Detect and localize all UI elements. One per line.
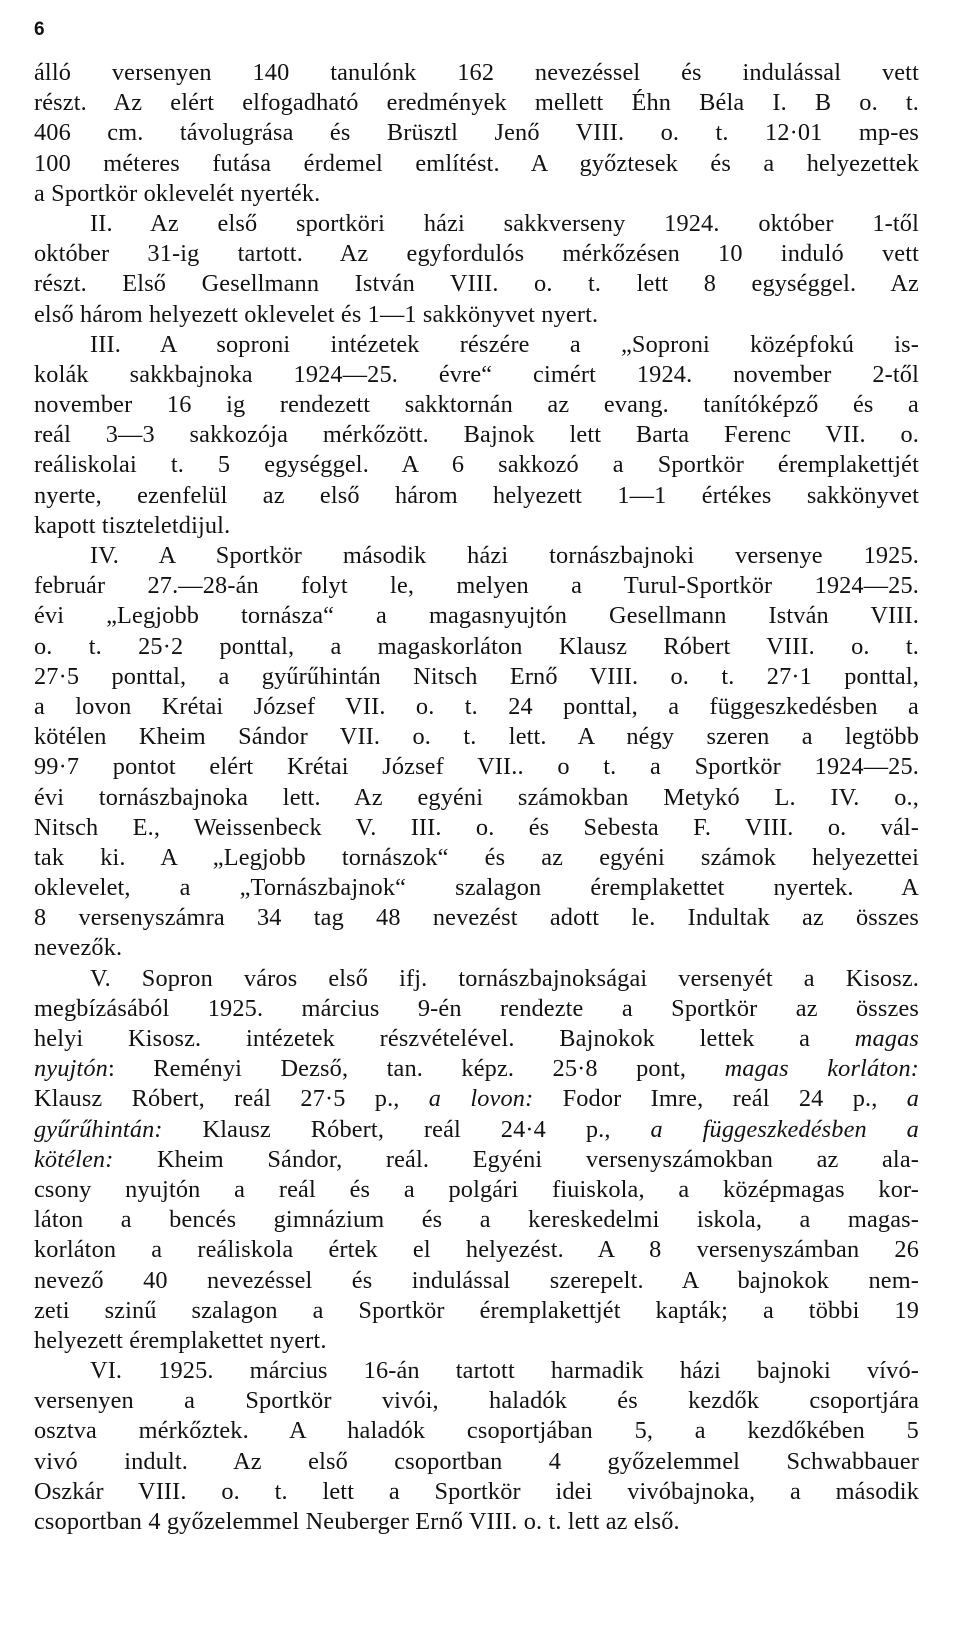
text-run: zeti szinű szalagon a Sportkör éremplakettjét kapták; a többi 19 xyxy=(34,1296,919,1324)
text-line: 99·7 pontot elért Krétai József VII.. o t. a Sportkör 1924—25. xyxy=(34,753,919,781)
text-line xyxy=(34,1054,919,1084)
text-line: a lovon Krétai József VII. o. t. 24 ponttal, a függeszkedésben a xyxy=(34,692,919,720)
italic-run: magas korláton: xyxy=(724,1055,919,1083)
text-run: Klausz Róbert, reál 27·5 p., xyxy=(34,1085,429,1113)
text-run: láton a bencés gimnázium és a kereskedelmi iskola, a magas- xyxy=(34,1206,919,1234)
text-line: IV. A Sportkör második házi tornászbajnoki versenye 1925. xyxy=(90,542,919,569)
text-run: : Reményi Dezső, tan. képz. 25·8 pont, xyxy=(107,1055,725,1083)
text-line xyxy=(34,1205,919,1235)
page-number: 6 xyxy=(34,19,45,40)
text-run: V. Sopron város első ifj. tornászbajnokságai versenyét a Kisosz. xyxy=(90,964,919,992)
paragraph-intro xyxy=(34,58,919,209)
text-line: nevezők. xyxy=(34,934,123,962)
text-line: Nitsch E., Weissenbeck V. III. o. és Sebesta F. VIII. o. vál- xyxy=(34,813,919,841)
text-line: reál 3—3 sakkozója mérkőzött. Bajnok lett Barta Ferenc VII. o. xyxy=(34,421,919,449)
text-line: első három helyezett oklevelet és 1—1 sakkönyvet nyert. xyxy=(34,300,599,328)
text-line: o. t. 25·2 ponttal, a magaskorláton Klausz Róbert VIII. o. t. xyxy=(34,632,919,660)
text-line: csoportban 4 győzelemmel Neuberger Ernő VIII. o. t. lett az első. xyxy=(34,1508,680,1535)
paragraph-section-2 xyxy=(34,209,919,330)
text-line xyxy=(34,1296,919,1326)
text-line: kolák sakkbajnoka 1924—25. évre“ cimért 1924. november 2-től xyxy=(34,360,919,388)
body-text xyxy=(34,58,919,1537)
text-line xyxy=(34,1145,919,1175)
text-run: Fodor Imre, reál 24 p., xyxy=(533,1085,907,1113)
text-line xyxy=(34,1235,919,1265)
italic-run: a függeszkedésben a xyxy=(650,1115,919,1143)
text-run: Klausz Róbert, reál 24·4 p., xyxy=(162,1115,651,1143)
text-run: helyezett éremplakettet nyert. xyxy=(34,1326,327,1354)
italic-run: a xyxy=(906,1085,920,1113)
paragraph-section-5 xyxy=(34,964,919,1356)
text-line: a Sportkör oklevelét nyerték. xyxy=(34,179,321,207)
text-run: csony nyujtón a reál és a polgári fiuiskola, a középmagas kor- xyxy=(34,1175,919,1203)
text-line: nyerte, ezenfelül az első három helyezett 1—1 értékes sakkönyvet xyxy=(34,481,919,509)
text-line: vivó indult. Az első csoportban 4 győzelemmel Schwabbauer xyxy=(34,1447,919,1475)
italic-run: magas xyxy=(854,1025,919,1052)
text-line: Oszkár VIII. o. t. lett a Sportkör idei vivóbajnoka, a második xyxy=(34,1477,919,1505)
text-line: évi „Legjobb tornásza“ a magasnyujtón Gesellmann István VIII. xyxy=(34,602,919,630)
text-line xyxy=(34,1326,919,1356)
text-line xyxy=(34,1266,919,1296)
text-line: részt. Az elért elfogadható eredmények mellett Éhn Béla I. B o. t. xyxy=(34,89,919,117)
text-line: évi tornászbajnoka lett. Az egyéni számokban Metykó L. IV. o., xyxy=(34,783,919,811)
italic-run: nyujtón xyxy=(34,1055,108,1083)
text-line: kapott tiszteletdijul. xyxy=(34,511,231,539)
text-line: VI. 1925. március 16-án tartott harmadik házi bajnoki vívó- xyxy=(90,1357,919,1385)
text-line xyxy=(34,1175,919,1205)
text-line: tak ki. A „Legjobb tornászok“ és az egyéni számok helyezettei xyxy=(34,843,919,871)
paragraph-section-6 xyxy=(34,1356,919,1537)
text-line: november 16 ig rendezett sakktornán az evang. tanítóképző és a xyxy=(34,391,919,419)
text-line: 100 méteres futása érdemel említést. A győztesek és a helyezettek xyxy=(34,149,919,177)
text-run: Kheim Sándor, reál. Egyéni versenyszámokban az ala- xyxy=(113,1145,919,1173)
italic-run: kötélen: xyxy=(34,1145,114,1173)
text-line: 27·5 ponttal, a gyűrűhintán Nitsch Ernő VIII. o. t. 27·1 ponttal, xyxy=(34,662,919,690)
text-line xyxy=(34,964,919,994)
text-run: megbízásából 1925. március 9-én rendezte a Sportkör az összes xyxy=(34,994,919,1022)
text-run: korláton a reáliskola értek el helyezést. A 8 versenyszámban 26 xyxy=(34,1236,919,1264)
text-line: III. A soproni intézetek részére a „Soproni középfokú is- xyxy=(90,330,919,358)
text-line: részt. Első Gesellmann István VIII. o. t. lett 8 egységgel. Az xyxy=(34,270,919,298)
text-line: 406 cm. távolugrása és Brüsztl Jenő VIII. o. t. 12·01 mp-es xyxy=(34,119,919,147)
text-line: osztva mérkőztek. A haladók csoportjában 5, a kezdőkében 5 xyxy=(34,1417,919,1445)
italic-run: gyűrűhintán: xyxy=(34,1115,163,1143)
text-run: nevező 40 nevezéssel és indulással szerepelt. A bajnokok nem- xyxy=(34,1266,919,1294)
text-line: reáliskolai t. 5 egységgel. A 6 sakkozó a Sportkör éremplakettjét xyxy=(34,451,919,479)
text-line: oklevelet, a „Tornászbajnok“ szalagon éremplakettet nyertek. A xyxy=(34,874,919,902)
text-line xyxy=(34,1115,919,1145)
text-line xyxy=(34,994,919,1024)
text-line: kötélen Kheim Sándor VII. o. t. lett. A négy szeren a legtöbb xyxy=(34,723,919,751)
text-line xyxy=(34,1084,919,1114)
text-line: álló versenyen 140 tanulónk 162 nevezéssel és indulással vett xyxy=(34,59,919,86)
text-line xyxy=(34,1024,919,1054)
text-line: 8 versenyszámra 34 tag 48 nevezést adott le. Indultak az összes xyxy=(34,904,919,932)
paragraph-section-3 xyxy=(34,330,919,541)
paragraph-section-4 xyxy=(34,541,919,964)
text-line: február 27.—28-án folyt le, melyen a Turul-Sportkör 1924—25. xyxy=(34,572,919,600)
text-run: helyi Kisosz. intézetek részvételével. Bajnokok lettek a xyxy=(34,1025,855,1052)
text-line: október 31-ig tartott. Az egyfordulós mérkőzésen 10 induló vett xyxy=(34,240,919,268)
text-line: versenyen a Sportkör vivói, haladók és kezdők csoportjára xyxy=(34,1387,919,1415)
italic-run: a lovon: xyxy=(428,1085,534,1113)
text-line: II. Az első sportköri házi sakkverseny 1924. október 1-től xyxy=(90,209,919,237)
